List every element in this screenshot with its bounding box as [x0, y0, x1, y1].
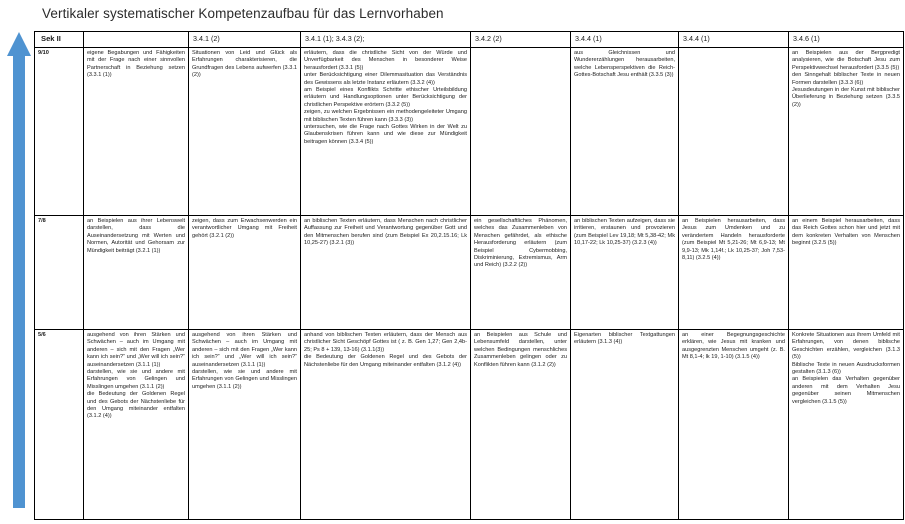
competency-statement: an Beispielen aus der Bergpredigt analysieren, wie die Botschaft Jesu zum Perspektivwechsel herausfordert (3.3.5 (5)) [792, 50, 900, 71]
row-level-label: 5/6 [35, 330, 84, 520]
competency-statement: ein gesellschaftliches Phänomen, welches das Zusammenleben von Menschen gefährdet, als ethische Herausforderung erläutern (zum Beispiel Cybermobbing, Diskriminierung, Extremismus, Arm und Reich) (3.2.2 (2)) [474, 218, 567, 269]
competency-statement: an biblischen Texten aufzeigen, dass sie irritieren, erstaunen und provozieren (zum Beispiel Lev 19,18; Mt 5,38-42; Mk 10,17-22; Lk 10,25-37) (3.2.3 (4)) [574, 218, 675, 247]
competency-statement: Konkrete Situationen aus ihrem Umfeld mit Erfahrungen, von denen biblische Geschichten erzählen, vergleichen (3.1.3 (5)) [792, 332, 900, 361]
competency-statement: an biblischen Texten erläutern, dass Menschen nach christlicher Auffassung zur Freiheit und Verantwortung gegenüber Gott und den Mitmenschen berufen sind (zum Beispiel Ex 20,2.15.16; Lk 10,25-27) (3.2.1 (3)) [304, 218, 467, 247]
competency-statement: die Bedeutung der Goldenen Regel und des Gebots der Nächstenliebe für den Umgang miteinander entfalten (3.1.2 (4)) [87, 391, 185, 420]
competency-statement: erläutern, dass die christliche Sicht von der Würde und Unverfügbarkeit des Menschen in besonderer Weise herausfordert (3.3.1 (5)) [304, 50, 467, 71]
cell-r2-c0 [84, 330, 189, 520]
header-col-4: 3.4.2 (2) [471, 32, 571, 48]
competency-statement: an Beispielen herausarbeiten, dass Jesus zum Umdenken und zu verändertem Handeln herausforderte (zum Beispiel Mt 5,21-26; Mt 6,9-13; Mt 9,9-13; Mk 1,14f.; Lk 10,25-37; Joh 7,53-8,11) (3.2.5 (4)) [682, 218, 785, 262]
cell-r1-c5 [679, 216, 789, 330]
competency-statement: ausgehend von ihren Stärken und Schwächen – auch im Umgang mit anderen – sich mit den Fragen „Wer kann ich sein?“ und „Wer will ich sein?“ auseinandersetzen (3.1.1 (1)) [192, 332, 297, 368]
competency-statement: darstellen, wie sie und andere mit Erfahrungen von Gelingen und Misslingen umgehen (3.1.1 (2)) [192, 369, 297, 390]
cell-r0-c4 [571, 48, 679, 216]
competency-statement: an Beispielen aus Schule und Lebensumfeld darstellen, unter welchen Bedingungen menschliches Zusammenleben gelingen oder zu Konflikten führen kann (3.1.2 (2)) [474, 332, 567, 368]
table-row [35, 48, 904, 216]
competency-statement: darstellen, wie sie und andere mit Erfahrungen von Gelingen und Misslingen umgehen (3.1.1 (2)) [87, 369, 185, 390]
competency-statement: an Beispielen aus ihrer Lebenswelt darstellen, dass die Auseinandersetzung mit Werten und Normen, Autorität und Gehorsam zur Mündigkeit beiträgt (3.2.1 (1)) [87, 218, 185, 254]
competency-matrix [34, 31, 904, 520]
cell-r1-c1 [189, 216, 301, 330]
cell-r2-c3 [471, 330, 571, 520]
cell-r1-c4 [571, 216, 679, 330]
header-col-3: 3.4.1 (1); 3.4.3 (2); [301, 32, 471, 48]
competency-statement: eigene Begabungen und Fähigkeiten mit der Frage nach einer sinnvollen Partnerschaft in Beziehung setzen (3.3.1 (1)) [87, 50, 185, 79]
upward-progression-arrow [6, 30, 32, 510]
competency-statement: Jesusdeutungen in der Kunst mit biblischer Überlieferung in Beziehung setzen (3.3.5 (2)) [792, 87, 900, 108]
competency-statement: unter Berücksichtigung einer Dilemmasituation das Verständnis des Gewissens als letzte Instanz erläutern (3.3.2 (4)) [304, 72, 467, 86]
header-sek-label: Sek II [35, 32, 84, 48]
header-col-1 [84, 32, 189, 48]
competency-statement: anhand von biblischen Texten erläutern, dass der Mensch aus christlicher Sicht Geschöpf Gottes ist ( z. B. Gen 1,27; Gen 2,4b-25; Ps 8 + 139, 13-16) (3.1.1(3)) [304, 332, 467, 353]
competency-statement: an einer Begegnungsgeschichte erklären, wie Jesus mit kranken und ausgegrenzten Menschen umgeht (z. B. Mt 8,1-4; lk 19, 1-10) (3.1.5 (4)) [682, 332, 785, 361]
cell-r2-c4 [571, 330, 679, 520]
competency-statement: an einem Beispiel herausarbeiten, dass das Reich Gottes schon hier und jetzt mit dem konkreten Verhalten von Menschen beginnt (3.2.5 (5)) [792, 218, 900, 247]
competency-statement: ausgehend von ihren Stärken und Schwächen – auch im Umgang mit anderen – sich mit den Fragen „Wer kann ich sein?“ und „Wer will ich sein?“ auseinandersetzen (3.1.1 (1)) [87, 332, 185, 368]
competency-statement: zeigen, dass zum Erwachsenwerden ein verantwortlicher Umgang mit Freiheit gehört (3.2.1 (2)) [192, 218, 297, 239]
competency-statement: die Bedeutung der Goldenen Regel und des Gebots der Nächstenliebe für den Umgang miteinander entfalten (3.1.2 (4)) [304, 354, 467, 368]
competency-statement: den Sinngehalt biblischer Texte in neuen Formen darstellen (3.3.3 (6)) [792, 72, 900, 86]
table-row [35, 216, 904, 330]
cell-r0-c5 [679, 48, 789, 216]
cell-r2-c2 [301, 330, 471, 520]
cell-r1-c0 [84, 216, 189, 330]
competency-statement: Situationen von Leid und Glück als Erfahrungen charakterisieren, die Grundfragen des Lebens aufwerfen (3.3.1 (2)) [192, 50, 297, 79]
competency-statement: Eigenarten biblischer Textgattungen erläutern (3.1.3 (4)) [574, 332, 675, 346]
competency-statement: zeigen, zu welchen Ergebnissen ein methodengeleiteter Umgang mit biblischen Texten führen kann (3.3.3 (3)) [304, 109, 467, 123]
competency-statement: aus Gleichnissen und Wundererzählungen herausarbeiten, welche Lebensperspektiven die Reich-Gottes-Botschaft Jesu enthält (3.3.5 (3)) [574, 50, 675, 79]
cell-r0-c2 [301, 48, 471, 216]
row-level-label: 7/8 [35, 216, 84, 330]
header-col-7: 3.4.6 (1) [789, 32, 904, 48]
table-row [35, 330, 904, 520]
competency-statement: an Beispielen das Verhalten gegenüber anderen mit dem Verhalten Jesu gegenüber seinen Mitmenschen vergleichen (3.1.5 (5)) [792, 376, 900, 405]
competency-statement: untersuchen, wie die Frage nach Gottes Wirken in der Welt zu Glaubenskrisen führen kann und wie diese zur Mündigkeit beitragen können (3.3.4 (5)) [304, 124, 467, 145]
cell-r1-c2 [301, 216, 471, 330]
cell-r0-c0 [84, 48, 189, 216]
competency-statement: am Beispiel eines Konflikts Schritte ethischer Urteilsbildung erläutern und Handlungsoptionen unter Berücksichtigung der christlichen Perspektive erörtern (3.3.2 (5)) [304, 87, 467, 108]
header-col-5: 3.4.4 (1) [571, 32, 679, 48]
cell-r2-c1 [189, 330, 301, 520]
cell-r2-c5 [679, 330, 789, 520]
cell-r2-c6 [789, 330, 904, 520]
table-header-row [35, 32, 904, 48]
header-col-6: 3.4.4 (1) [679, 32, 789, 48]
page-title: Vertikaler systematischer Kompetenzaufbau für das Lernvorhaben [42, 6, 444, 21]
row-level-label: 9/10 [35, 48, 84, 216]
cell-r1-c6 [789, 216, 904, 330]
competency-statement: Biblische Texte in neuen Ausdrucksformen gestalten (3.1.3 (6)) [792, 361, 900, 376]
header-col-2: 3.4.1 (2) [189, 32, 301, 48]
cell-r1-c3 [471, 216, 571, 330]
cell-r0-c3 [471, 48, 571, 216]
cell-r0-c6 [789, 48, 904, 216]
cell-r0-c1 [189, 48, 301, 216]
